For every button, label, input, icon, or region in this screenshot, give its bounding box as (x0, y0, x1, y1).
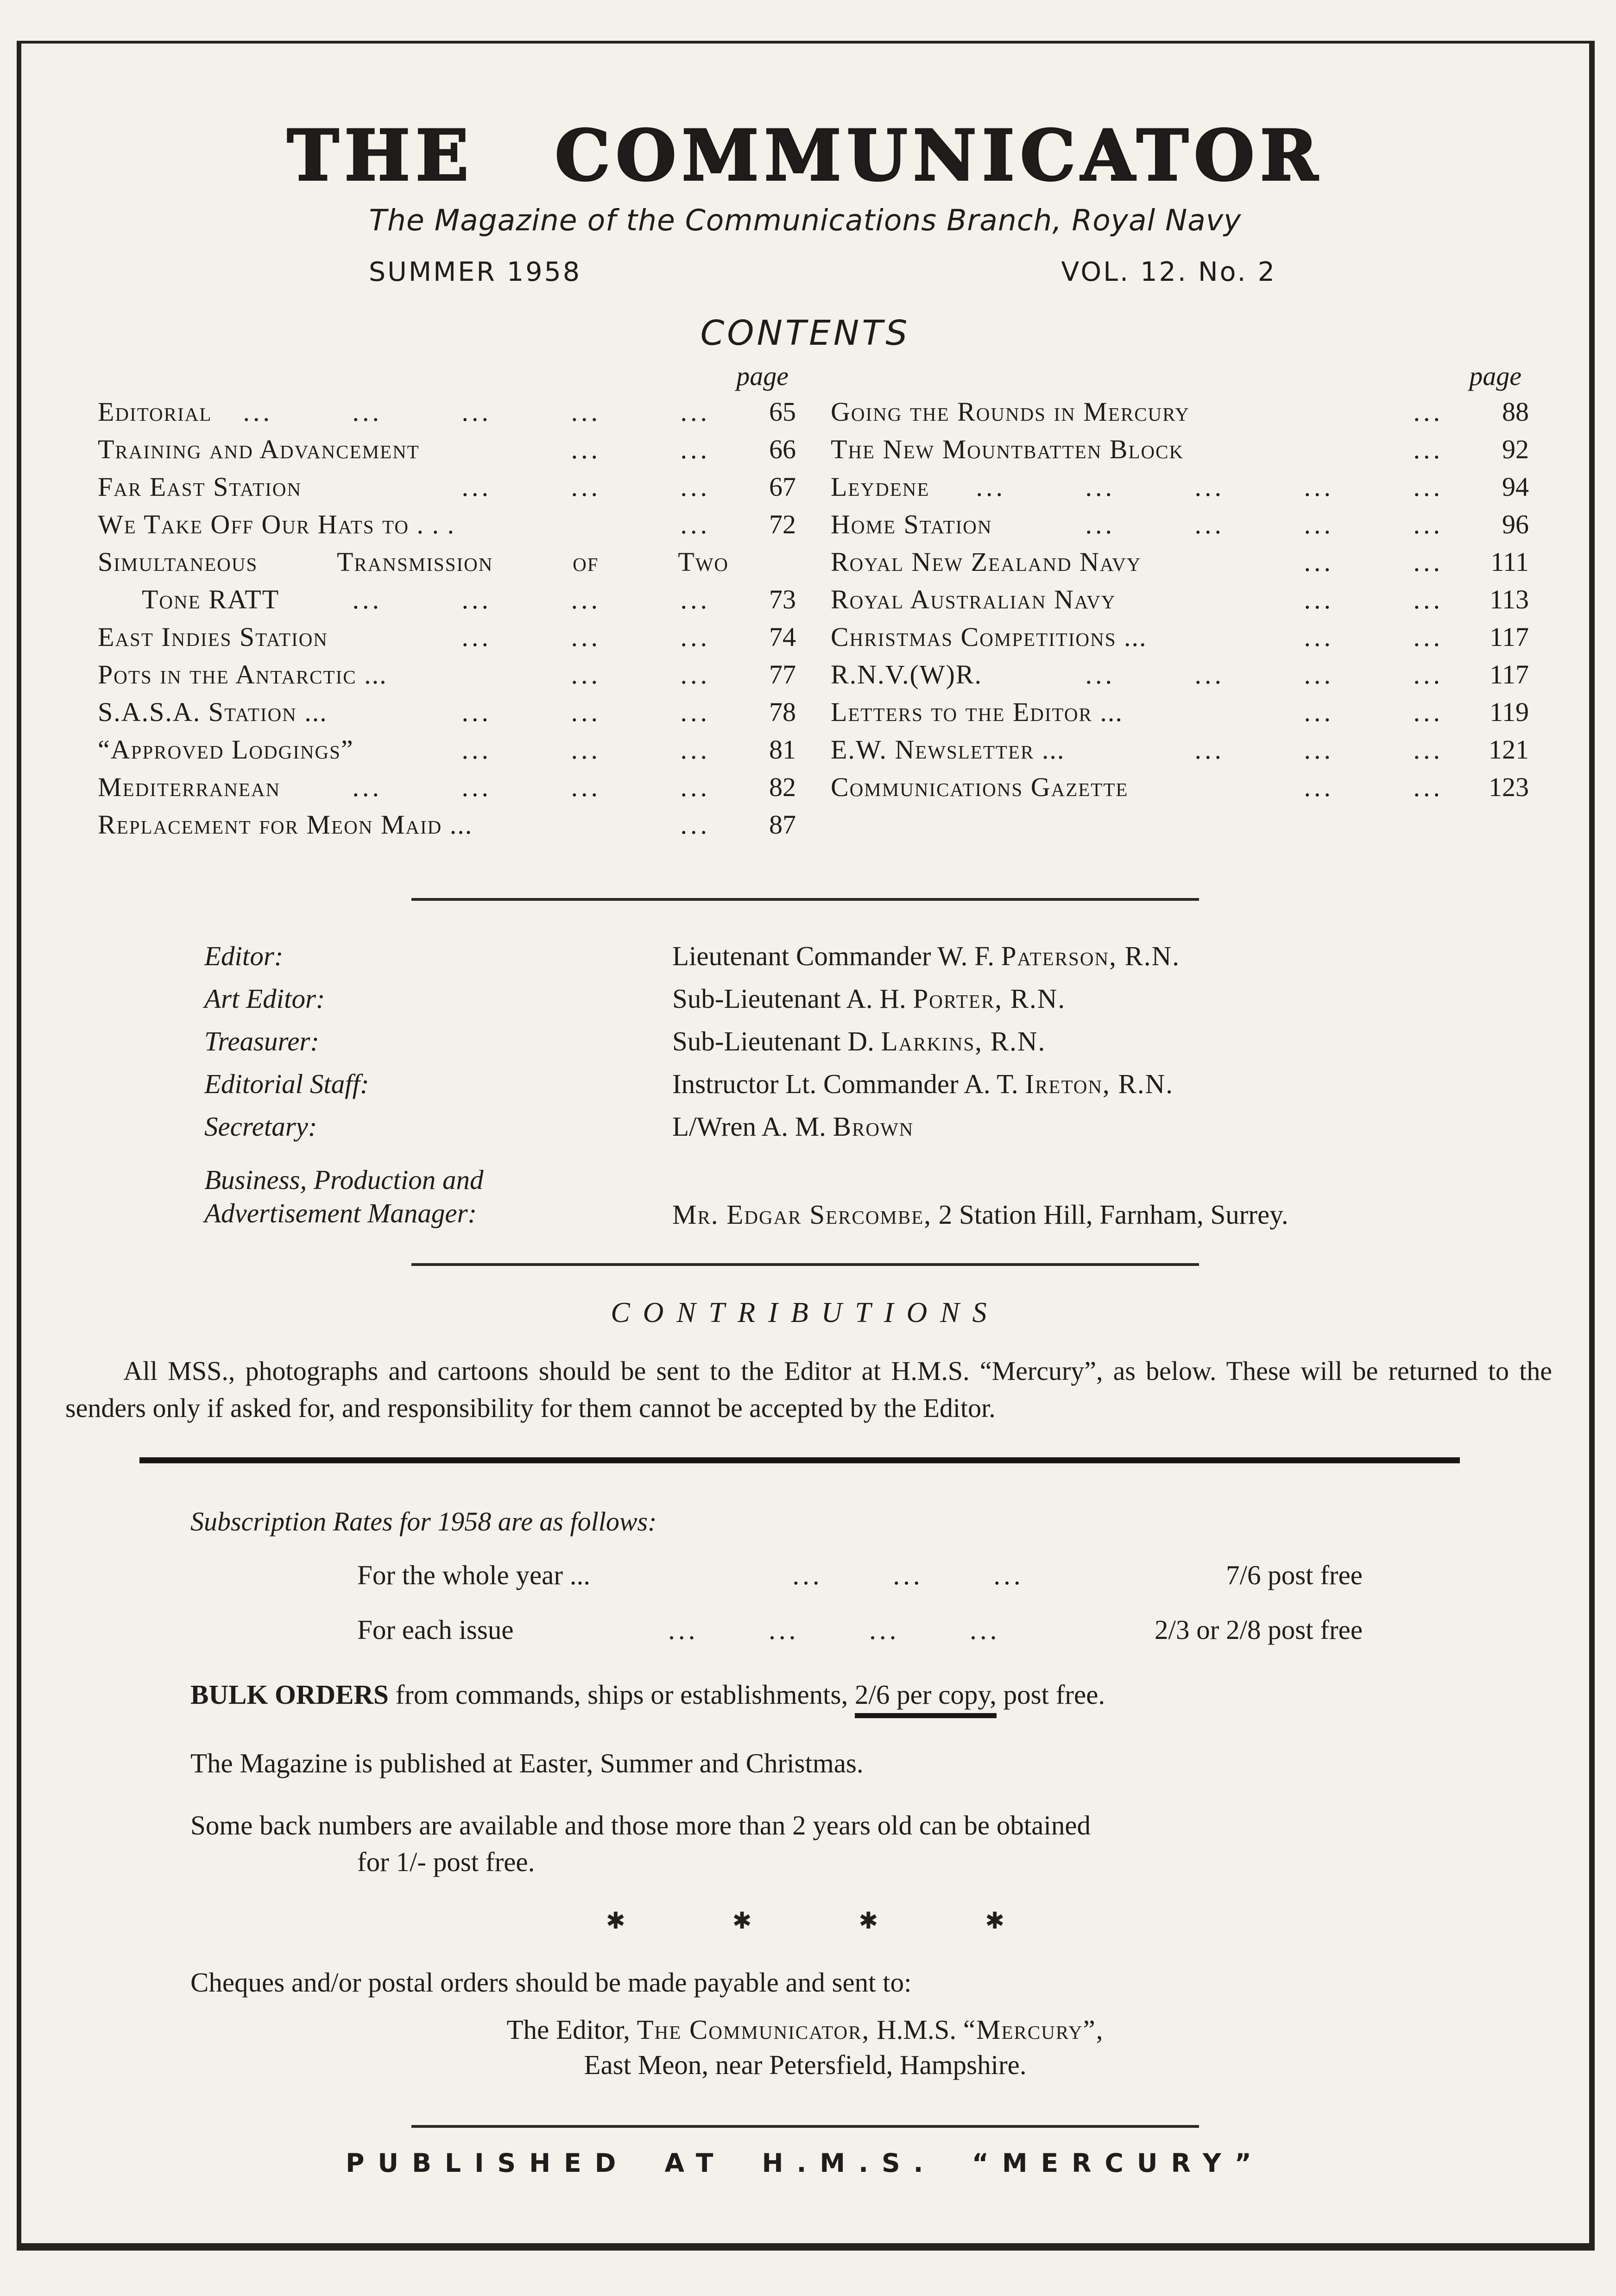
staff-row (204, 1069, 1589, 1099)
staff-name-smallcaps: Mr. Edgar Sercombe, (672, 1199, 932, 1230)
toc-dot-leader: ... ... ... (461, 734, 710, 765)
separator-rule-thick (139, 1457, 1460, 1463)
address-line1 (21, 2012, 1589, 2047)
toc-page-number: 74 (769, 622, 796, 652)
table-row (831, 581, 1529, 618)
separator-rule (411, 898, 1199, 901)
table-row (98, 806, 796, 843)
address-prefix: The Editor, (506, 2014, 637, 2045)
toc-dot-leader: ... (680, 509, 710, 539)
page-title: THE COMMUNICATOR (287, 115, 1324, 196)
staff-role: Treasurer: (204, 1026, 320, 1056)
toc-dot-leader: ... ... (571, 659, 710, 689)
table-row (831, 693, 1529, 731)
toc-page-number: 117 (1490, 622, 1529, 652)
toc-page-number: 72 (769, 509, 796, 539)
staff-row (204, 1026, 1589, 1056)
toc-dot-leader: ... ... ... ... (352, 772, 710, 802)
toc-page-number: 66 (769, 434, 796, 464)
toc-dot-leader: ... (1413, 434, 1443, 464)
toc-entry-title: Leydene (831, 472, 930, 502)
page-column-label: page (1469, 361, 1521, 391)
table-row (831, 768, 1529, 806)
table-row (98, 468, 796, 506)
rate-label: For each issue (357, 1614, 514, 1645)
toc-dot-leader: ... ... (1304, 584, 1443, 614)
toc-page-number: 113 (1490, 584, 1529, 614)
bulk-price-underlined: 2/6 per copy, (855, 1681, 997, 1718)
toc-right-column (831, 360, 1529, 843)
toc-entry-title: The New Mountbatten Block (831, 434, 1184, 464)
staff-role (204, 1163, 672, 1230)
toc-dot-leader: ... ... ... ... ... (976, 472, 1443, 502)
table-row (831, 656, 1529, 693)
address-magazine-name: The Communicator, (637, 2014, 870, 2045)
table-row (98, 506, 796, 543)
separator-rule (411, 2125, 1199, 2128)
toc-page-number: 67 (769, 472, 796, 502)
staff-name-prefix: Lieutenant Commander W. F. (672, 941, 1001, 971)
toc-entry-title: Going the Rounds in Mercury (831, 397, 1190, 427)
season-label: SUMMER 1958 (369, 257, 582, 287)
rate-value: 2/3 or 2/8 post free (1155, 1614, 1363, 1645)
toc-dot-leader: ... ... ... ... ... (243, 397, 710, 427)
toc-entry-title: Editorial (98, 397, 212, 427)
rate-dot-leader: ... ... ... (792, 1560, 1024, 1590)
publication-schedule-line: The Magazine is published at Easter, Summer and Christmas. (190, 1748, 864, 1778)
table-row (98, 693, 796, 731)
toc-entry-title: Far East Station (98, 472, 302, 502)
toc-page-number: 119 (1490, 697, 1529, 727)
toc-dot-leader: ... ... (1304, 622, 1443, 652)
staff-row (204, 941, 1589, 971)
table-row (831, 731, 1529, 768)
rate-dot-leader: ... ... ... ... (668, 1614, 1000, 1645)
toc-entry-title: R.N.V.(W)R. (831, 659, 983, 689)
masthead (21, 115, 1589, 237)
table-row (98, 618, 796, 656)
toc-entry-title: East Indies Station (98, 622, 328, 652)
staff-name (672, 1069, 1589, 1099)
toc-dot-leader: ... (680, 810, 710, 840)
toc-entry-title: Communications Gazette (831, 772, 1129, 802)
toc-entry-title: Replacement for Meon Maid ... (98, 810, 473, 840)
volume-label: VOL. 12. No. 2 (1061, 257, 1276, 287)
toc-left-column (98, 360, 796, 843)
staff-name-prefix: Sub-Lieutenant D. (672, 1026, 881, 1056)
toc-page-number: 117 (1490, 659, 1529, 689)
table-of-contents (98, 360, 1529, 843)
toc-dot-leader: ... ... (1304, 547, 1443, 577)
bulk-orders-label: BULK ORDERS (190, 1679, 389, 1710)
toc-entry-title: Training and Advancement (98, 434, 420, 464)
toc-dot-leader: ... ... (571, 434, 710, 464)
toc-entry-title: Letters to the Editor ... (831, 697, 1123, 727)
page-border (17, 41, 1595, 2251)
toc-dot-leader: ... ... ... ... (352, 584, 710, 614)
staff-name-smallcaps: Larkins, R.N. (881, 1026, 1046, 1056)
staff-name-smallcaps: Brown (833, 1111, 914, 1142)
toc-entry-title: Royal Australian Navy (831, 584, 1116, 614)
toc-page-number: 73 (769, 584, 796, 614)
address-hms: H.M.S. (870, 2014, 963, 2045)
contents-heading: CONTENTS (700, 313, 910, 353)
separator-rule (411, 1263, 1199, 1266)
staff-row (204, 1111, 1589, 1142)
subscription-block (190, 1506, 1589, 1880)
toc-page-number: 111 (1490, 547, 1529, 577)
toc-entry-title: Tone RATT (142, 584, 280, 614)
staff-role: Editorial Staff: (204, 1069, 369, 1099)
page-column-label: page (736, 361, 789, 391)
toc-dot-leader: ... ... (1304, 772, 1443, 802)
staff-name-prefix: Sub-Lieutenant A. H. (672, 983, 913, 1014)
toc-page-number: 94 (1502, 472, 1529, 502)
toc-dot-leader: ... ... ... ... (1085, 509, 1443, 539)
issue-line (369, 257, 1276, 287)
toc-dot-leader: ... ... ... (461, 472, 710, 502)
toc-dot-leader: ... ... ... (461, 622, 710, 652)
contributions-paragraph: All MSS., photographs and cartoons should be sent to the Editor at H.M.S. “Mercury”, as below. These will be returned to the senders only if asked for, and responsibility for them cannot be accepted by the Editor. (65, 1356, 1552, 1423)
staff-name (672, 1111, 1589, 1142)
toc-entry-title: Simultaneous Transmission of Two (98, 547, 729, 577)
rate-label: For the whole year ... (357, 1560, 590, 1590)
toc-page-number: 96 (1502, 509, 1529, 539)
staff-row (204, 1163, 1589, 1230)
toc-entry-title: Home Station (831, 509, 992, 539)
staff-name-prefix: L/Wren A. M. (672, 1111, 833, 1142)
staff-role: Secretary: (204, 1111, 317, 1142)
table-row (831, 430, 1529, 468)
staff-name (672, 1199, 1589, 1230)
staff-role: Editor: (204, 941, 284, 971)
toc-page-number: 92 (1502, 434, 1529, 464)
toc-entry-title: Mediterranean (98, 772, 281, 802)
staff-name-prefix: Instructor Lt. Commander A. T. (672, 1069, 1025, 1099)
toc-page-number: 78 (769, 697, 796, 727)
subscription-heading: Subscription Rates for 1958 are as follows: (190, 1506, 657, 1537)
table-row (98, 768, 796, 806)
toc-page-number: 82 (769, 772, 796, 802)
address-ship-name: “Mercury”, (963, 2014, 1104, 2045)
rate-row (357, 1558, 1363, 1592)
table-row (98, 543, 796, 581)
toc-entry-title: Pots in the Antarctic ... (98, 659, 387, 689)
toc-page-number: 121 (1489, 734, 1529, 765)
toc-page-number: 77 (769, 659, 796, 689)
table-row (831, 393, 1529, 430)
table-row (98, 656, 796, 693)
toc-entry-title: S.A.S.A. Station ... (98, 697, 328, 727)
table-row (98, 731, 796, 768)
rate-row (357, 1613, 1363, 1646)
staff-role-line1: Business, Production and (204, 1164, 484, 1195)
address-line2: East Meon, near Petersfield, Hampshire. (584, 2049, 1027, 2080)
staff-name (672, 1026, 1589, 1056)
staff-role: Art Editor: (204, 983, 325, 1014)
toc-entry-title: E.W. Newsletter ... (831, 734, 1065, 765)
bulk-orders-suffix: post free. (996, 1679, 1105, 1710)
cheques-line: Cheques and/or postal orders should be made payable and sent to: (190, 1967, 912, 1998)
toc-dot-leader: ... ... ... ... (1085, 659, 1443, 689)
staff-role-line2: Advertisement Manager: (204, 1198, 477, 1228)
table-row (98, 581, 796, 618)
toc-entry-title: Royal New Zealand Navy (831, 547, 1142, 577)
staff-name-smallcaps: Porter, R.N. (913, 983, 1066, 1014)
toc-page-number: 123 (1489, 772, 1529, 802)
staff-name (672, 983, 1589, 1014)
table-row (98, 393, 796, 430)
staff-name-smallcaps: Paterson, R.N. (1001, 941, 1180, 971)
table-row (831, 618, 1529, 656)
toc-page-number: 88 (1502, 397, 1529, 427)
staff-row (204, 983, 1589, 1014)
toc-dot-leader: ... ... ... (1194, 734, 1443, 765)
toc-dot-leader: ... ... ... (461, 697, 710, 727)
bulk-orders-text: from commands, ships or establishments, (388, 1679, 855, 1710)
table-row (831, 543, 1529, 581)
staff-name-suffix: 2 Station Hill, Farnham, Surrey. (932, 1199, 1288, 1230)
staff-name (672, 941, 1589, 971)
toc-entry-title: We Take Off Our Hats to . . . (98, 509, 455, 539)
toc-dot-leader: ... (1413, 397, 1443, 427)
toc-page-number: 65 (769, 397, 796, 427)
table-row (98, 430, 796, 468)
bulk-orders-line (190, 1676, 1589, 1718)
toc-entry-title: Christmas Competitions ... (831, 622, 1147, 652)
page-subtitle: The Magazine of the Communications Branch, Royal Navy (369, 203, 1242, 237)
table-row (831, 468, 1529, 506)
ornament-asterisks: ✱ ✱ ✱ ✱ (606, 1907, 1005, 1934)
toc-entry-title: “Approved Lodgings” (98, 734, 354, 765)
staff-block (204, 941, 1589, 1230)
rate-value: 7/6 post free (1226, 1560, 1363, 1590)
back-numbers-line1: Some back numbers are available and those more than 2 years old can be obtained (190, 1810, 1091, 1841)
toc-dot-leader: ... ... (1304, 697, 1443, 727)
staff-name-smallcaps: Ireton, R.N. (1025, 1069, 1174, 1099)
table-row (831, 506, 1529, 543)
toc-page-number: 87 (769, 810, 796, 840)
toc-page-number: 81 (769, 734, 796, 765)
back-numbers-line2: for 1/- post free. (357, 1847, 535, 1877)
contributions-heading: CONTRIBUTIONS (611, 1297, 1000, 1328)
published-at-line: PUBLISHED AT H.M.S. “MERCURY” (346, 2148, 1265, 2178)
